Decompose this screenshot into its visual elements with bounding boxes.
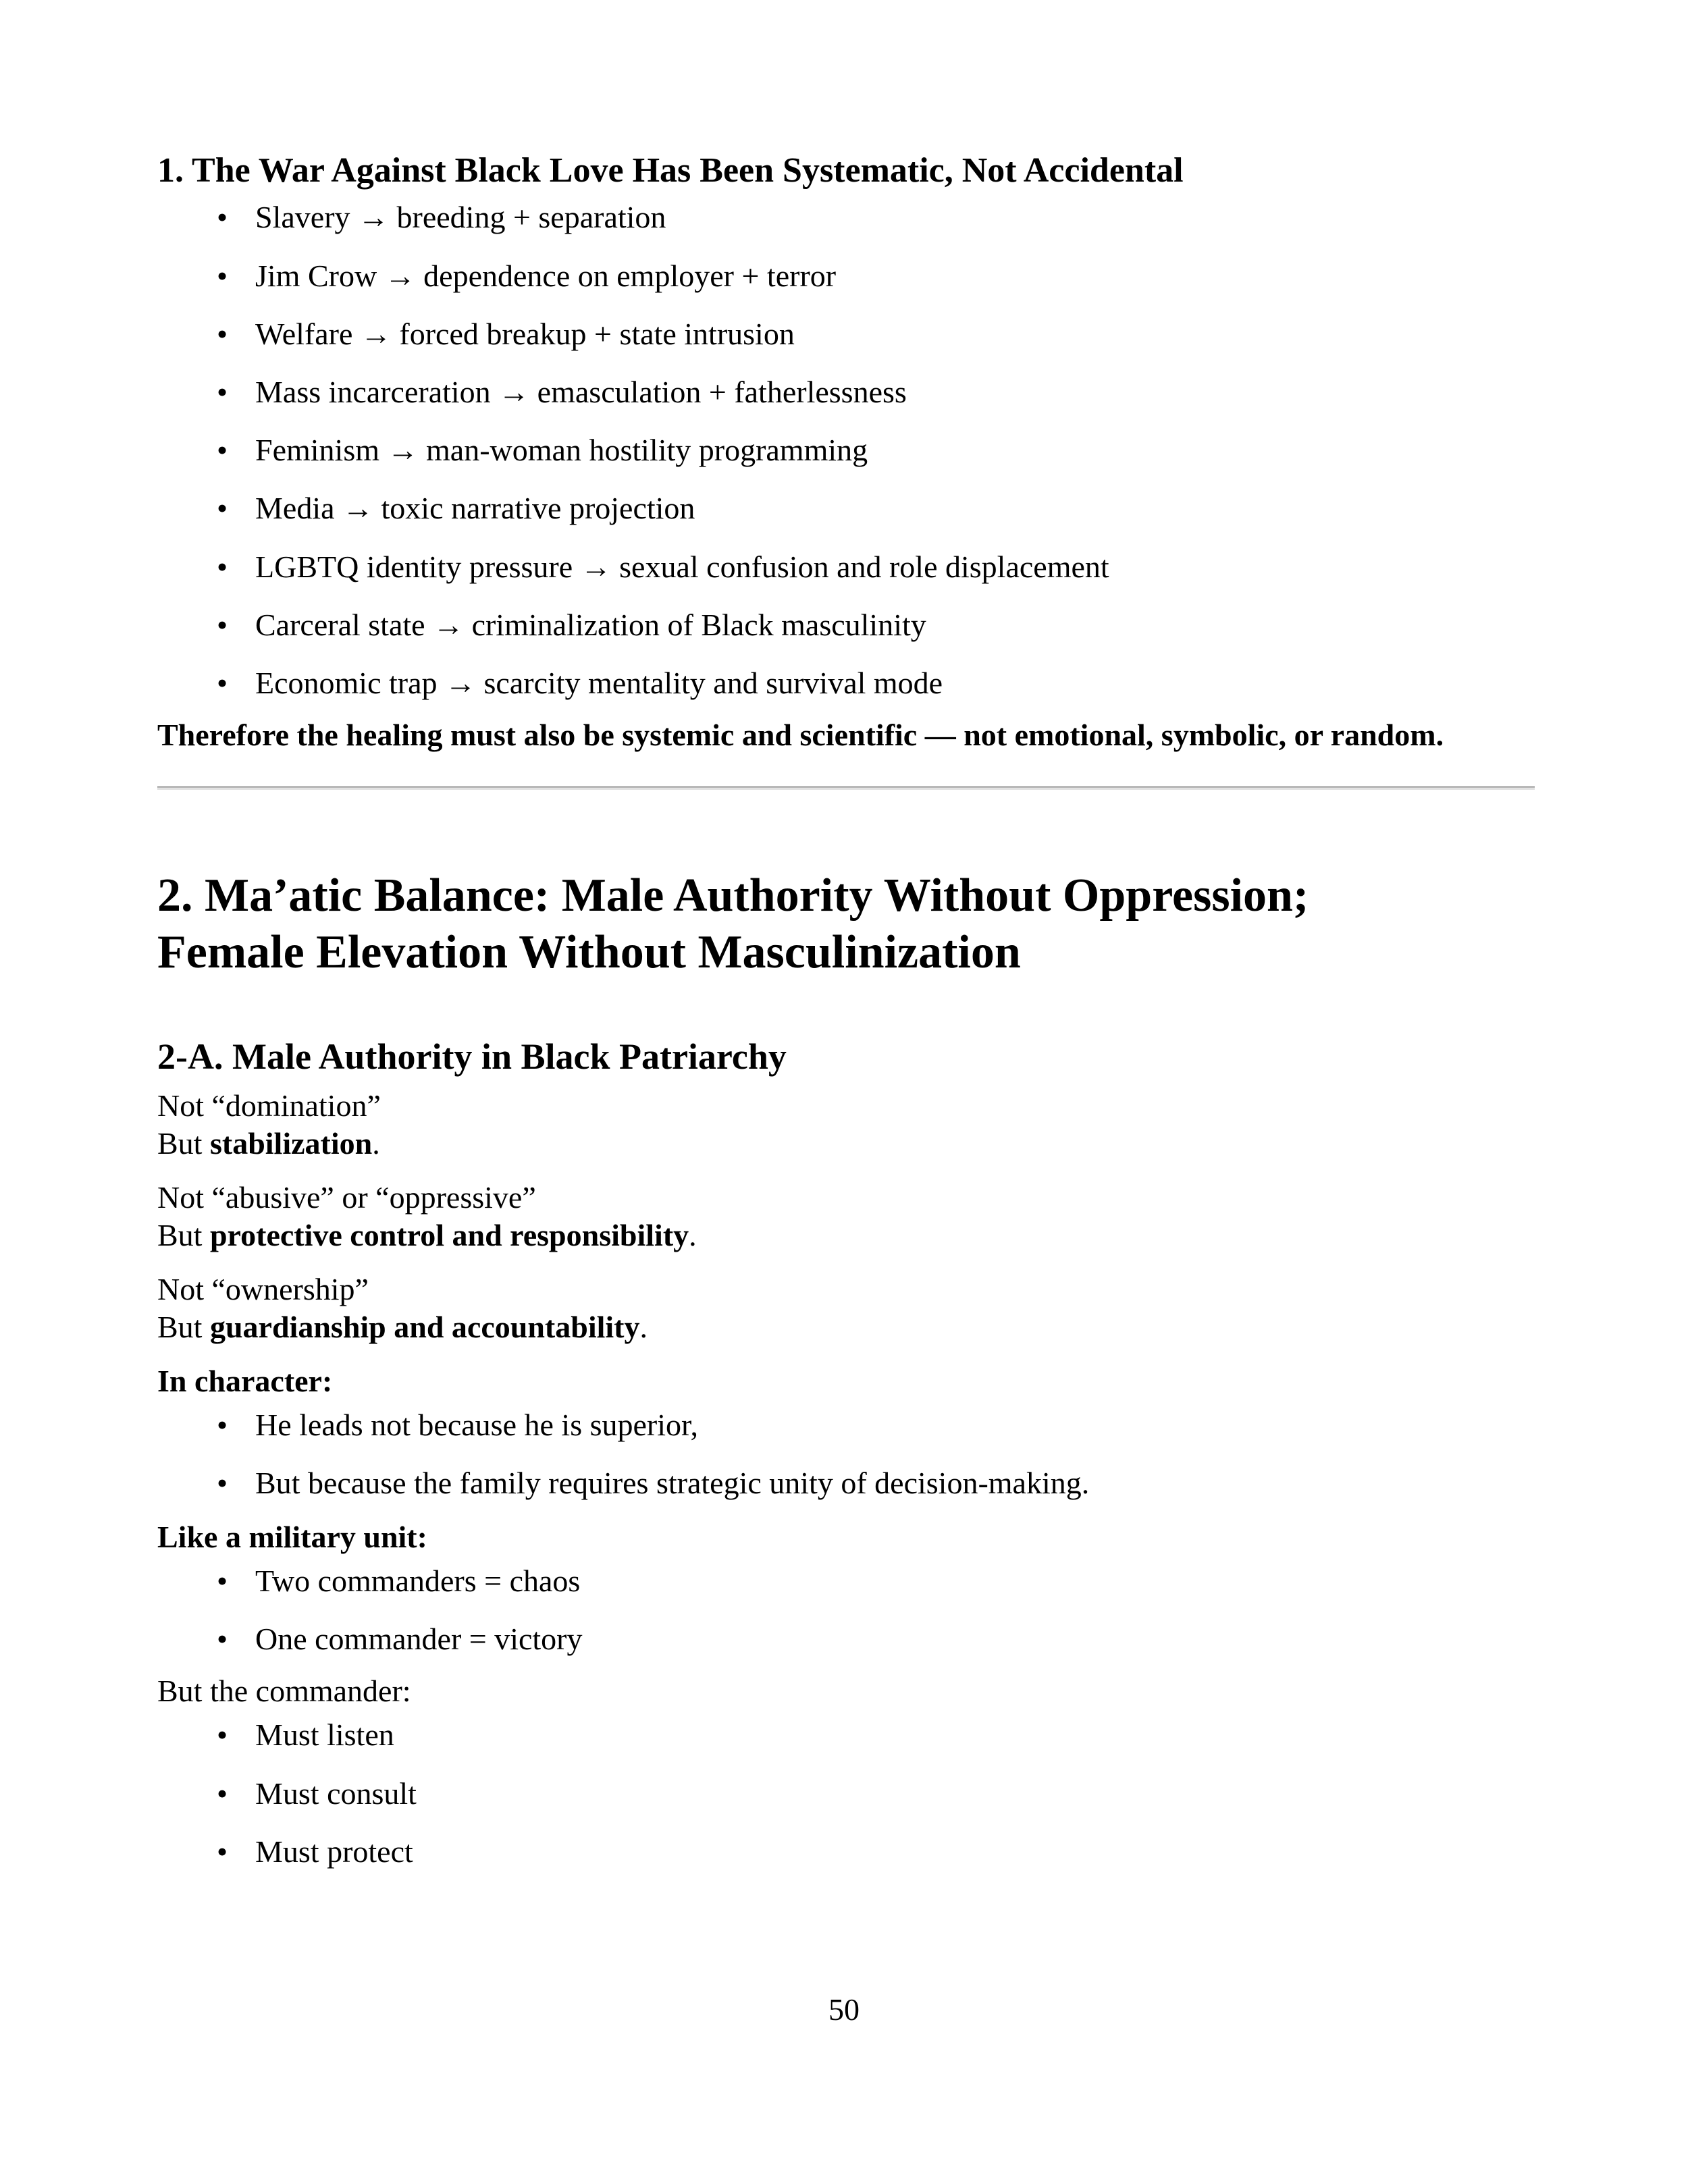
commander-intro: But the commander: [157, 1674, 411, 1709]
list-item: • Media → toxic narrative projection [157, 489, 1535, 527]
section-2-heading-line-2: Female Elevation Without Masculinization [157, 926, 1021, 979]
section-1-list [157, 198, 1535, 701]
bullet-icon: • [217, 607, 228, 642]
bullet-icon: • [217, 200, 228, 235]
list-item: • Slavery → breeding + separation [157, 198, 1535, 236]
contrast-statement [157, 1271, 1535, 1346]
list-item: • Welfare → forced breakup + state intrusion [157, 315, 1535, 352]
section-1-heading: 1. The War Against Black Love Has Been Systematic, Not Accidental [157, 151, 1184, 190]
subsection-2a-heading: 2-A. Male Authority in Black Patriarchy [157, 1036, 787, 1077]
but-emphasis: stabilization [209, 1126, 373, 1161]
military-unit-label: Like a military unit: [157, 1519, 427, 1554]
list-item: • Feminism → man-woman hostility programming [157, 431, 1535, 469]
in-character-label: In character: [157, 1364, 333, 1399]
bullet-icon: • [217, 665, 228, 700]
list-item: • Economic trap → scarcity mentality and survival mode [157, 664, 1535, 701]
list-item: • LGBTQ identity pressure → sexual confusion and role displacement [157, 548, 1535, 585]
but-emphasis: guardianship and accountability [209, 1310, 640, 1345]
bullet-icon: • [217, 1466, 228, 1501]
document-page [157, 150, 1535, 1870]
page-number: 50 [828, 1992, 860, 2027]
contrast-statement [157, 1179, 1535, 1254]
bullet-icon: • [217, 1834, 228, 1869]
list-item: • Must listen [157, 1716, 1535, 1753]
commander-list [157, 1716, 1535, 1870]
but-prefix: But [157, 1126, 210, 1161]
bullet-icon: • [217, 316, 228, 351]
but-emphasis: protective control and responsibility [209, 1218, 689, 1253]
bullet-icon: • [217, 1717, 228, 1753]
list-item: • Two commanders = chaos [157, 1562, 1535, 1599]
character-list [157, 1406, 1535, 1501]
bullet-icon: • [217, 1622, 228, 1656]
bullet-icon: • [217, 433, 228, 468]
bullet-icon: • [217, 1776, 228, 1811]
list-item: • Jim Crow → dependence on employer + terror [157, 257, 1535, 294]
list-item: • One commander = victory [157, 1620, 1535, 1657]
section-1-conclusion: Therefore the healing must also be systemic and scientific — not emotional, symbolic, or random. [157, 718, 1444, 753]
but-prefix: But [157, 1310, 210, 1345]
horizontal-divider [157, 786, 1535, 790]
list-item: • Must protect [157, 1833, 1535, 1870]
list-item: • Must consult [157, 1775, 1535, 1812]
list-item: • Carceral state → criminalization of Black masculinity [157, 606, 1535, 643]
but-suffix: . [372, 1126, 380, 1161]
not-line: Not “abusive” or “oppressive” [157, 1180, 536, 1215]
list-item: • He leads not because he is superior, [157, 1406, 1535, 1443]
not-line: Not “ownership” [157, 1272, 369, 1307]
but-suffix: . [689, 1218, 697, 1253]
bullet-icon: • [217, 374, 228, 409]
bullet-icon: • [217, 549, 228, 584]
section-2-heading-line-1: 2. Ma’atic Balance: Male Authority Without Oppression; [157, 870, 1309, 922]
but-suffix: . [639, 1310, 648, 1345]
bullet-icon: • [217, 491, 228, 526]
but-prefix: But [157, 1218, 210, 1253]
bullet-icon: • [217, 258, 228, 293]
bullet-icon: • [217, 1408, 228, 1443]
contrast-statement [157, 1087, 1535, 1163]
bullet-icon: • [217, 1563, 228, 1598]
not-line: Not “domination” [157, 1088, 381, 1123]
list-item: • But because the family requires strategic unity of decision-making. [157, 1464, 1535, 1501]
list-item: • Mass incarceration → emasculation + fatherlessness [157, 373, 1535, 410]
military-list [157, 1562, 1535, 1657]
section-2-heading [157, 868, 1535, 981]
